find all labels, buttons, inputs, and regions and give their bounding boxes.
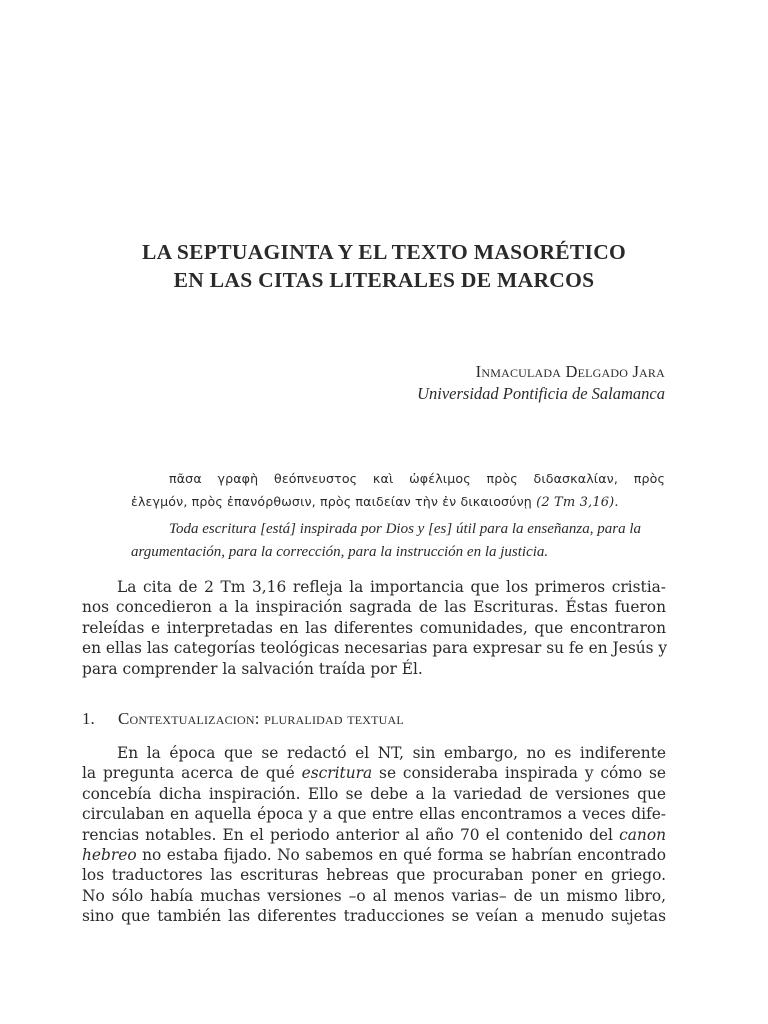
article-title	[0, 238, 768, 294]
text-run: se consideraba inspirada y cómo se	[372, 764, 666, 783]
emphasis-escritura: escritura	[301, 764, 373, 783]
section-title: Contextualizacion: pluralidad textual	[118, 709, 404, 728]
epigraph-reference: (2 Tm 3,16).	[536, 495, 619, 510]
paragraph-line: concebía dicha inspiración. Ello se debe a la variedad de versiones que	[82, 784, 666, 803]
paragraph-line: La cita de 2 Tm 3,16 refleja la importancia que los primeros cristia-	[117, 578, 666, 596]
epigraph-greek-line-1: πᾶσα γραφὴ θεόπνευστος καὶ ὠφέλιμος πρὸς διδασκαλίαν, πρὸς	[169, 471, 665, 486]
paragraph-line	[82, 825, 666, 845]
paragraph-line: para comprender la salvación traída por Él.	[82, 659, 423, 678]
author-block	[417, 361, 665, 405]
author-name: Inmaculada Delgado Jara	[475, 362, 665, 381]
paragraph-line: nos concedieron a la inspiración sagrada de las Escrituras. Éstas fueron	[82, 598, 666, 617]
text-run: no estaba fijado. No sabemos en qué forma se habrían encontrado	[136, 846, 666, 865]
paragraph-line: En la época que se redactó el NT, sin embargo, no es indiferente	[117, 744, 666, 762]
paragraph-line: circulaban en aquella época y a que entre ellas encontramos a veces dife-	[82, 805, 666, 824]
epigraph-greek	[131, 467, 665, 514]
paragraph-line	[82, 845, 666, 865]
text-run: la pregunta acerca de qué	[82, 764, 302, 783]
text-run: rencias notables. En el periodo anterior al año 70 el contenido del	[82, 825, 620, 844]
paragraph-line	[82, 763, 666, 783]
section-number: 1.	[82, 709, 95, 728]
title-line-1: LA SEPTUAGINTA Y EL TEXTO MASORÉTICO	[141, 240, 627, 264]
paragraph-line: No sólo había muchas versiones –o al menos varias– de un mismo libro,	[82, 886, 666, 905]
paragraph-line: en ellas las categorías teológicas necesarias para expresar su fe en Jesús y	[82, 639, 668, 658]
paragraph-line: sino que también las diferentes traducciones se veían a menudo sujetas	[82, 907, 666, 926]
paragraph-line: releídas e interpretadas en las diferentes comunidades, que encontraron	[82, 618, 666, 637]
epigraph-translation-line-2: argumentación, para la corrección, para la instrucción en la justicia.	[131, 544, 549, 560]
epigraph-greek-line-2-text: ἐλεγμόν, πρὸς ἐπανόρθωσιν, πρὸς παιδείαν τὴν ἐν δικαιοσύνῃ	[131, 494, 532, 509]
epigraph-translation	[131, 518, 665, 564]
emphasis-hebreo: hebreo	[82, 846, 137, 865]
paragraph-line: los traductores las escrituras hebreas que procuraban poner en griego.	[82, 866, 666, 885]
title-line-2: EN LAS CITAS LITERALES DE MARCOS	[173, 268, 595, 292]
author-affiliation: Universidad Pontificia de Salamanca	[417, 384, 665, 403]
epigraph-translation-line-1: Toda escritura [está] inspirada por Dios y [es] útil para la enseñanza, para la	[169, 521, 641, 537]
epigraph-greek-line-2	[131, 490, 665, 514]
section-heading	[82, 708, 404, 730]
paragraph-intro	[82, 577, 666, 679]
emphasis-canon: canon	[619, 825, 666, 844]
paragraph-context	[82, 743, 666, 927]
